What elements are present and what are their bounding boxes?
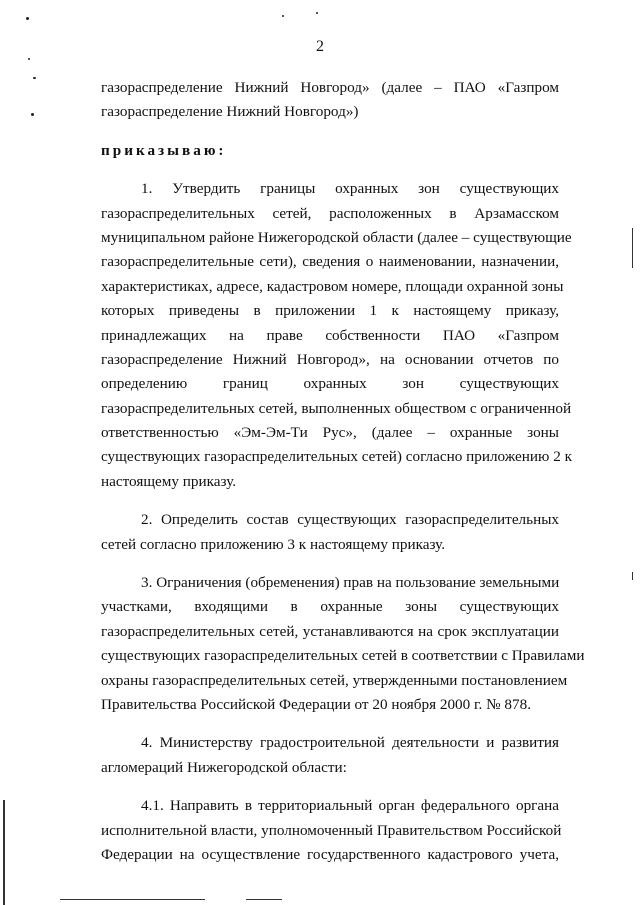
text-line: газораспределение Нижний Новгород», на основании отчетов по bbox=[101, 350, 559, 368]
text-line: агломераций Нижегородской области: bbox=[101, 758, 347, 776]
scan-edge-line bbox=[632, 228, 633, 268]
heading-paragraph bbox=[101, 139, 559, 163]
text-line: газораспределительных сетей, расположенных в Арзамасском bbox=[101, 204, 559, 222]
scan-edge-line bbox=[632, 572, 633, 580]
scan-speck bbox=[33, 77, 36, 79]
scan-speck bbox=[31, 113, 34, 116]
scan-speck bbox=[316, 12, 318, 14]
text-line: принадлежащих на праве собственности ПАО «Газпром bbox=[101, 326, 559, 344]
text-line: исполнительной власти, уполномоченный Правительством Российской bbox=[101, 821, 562, 839]
paragraph bbox=[101, 731, 559, 780]
text-line: настоящему приказу. bbox=[101, 472, 237, 490]
text-line: газораспределение Нижний Новгород» (далее – ПАО «Газпром bbox=[101, 79, 559, 96]
page-number: 2 bbox=[316, 38, 324, 55]
text-line: 3. Ограничения (обременения) прав на пользование земельными bbox=[141, 574, 560, 592]
text-line: газораспределение Нижний Новгород») bbox=[101, 103, 359, 121]
text-line: газораспределительные сети), сведения о наименовании, назначении, bbox=[101, 253, 559, 271]
text-line: ответственностью «Эм-Эм-Ти Рус», (далее – охранные зоны bbox=[101, 424, 559, 442]
scan-speck bbox=[26, 17, 29, 20]
scan-edge-line bbox=[246, 899, 282, 900]
text-line: существующих газораспределительных сетей) согласно приложению 2 к bbox=[101, 448, 572, 466]
text-line: муниципальном районе Нижегородской области (далее – существующие bbox=[101, 228, 572, 246]
text-line: охраны газораспределительных сетей, утвержденными постановлением bbox=[101, 671, 568, 689]
scan-edge-line bbox=[60, 899, 205, 900]
scan-speck bbox=[28, 58, 30, 60]
text-line: сетей согласно приложению 3 к настоящему приказу. bbox=[101, 535, 446, 553]
text-line: определению границ охранных зон существующих bbox=[101, 375, 559, 393]
text-line: 4. Министерству градостроительной деятельности и развития bbox=[141, 734, 559, 752]
paragraph bbox=[101, 76, 559, 125]
text-line: которых приведены в приложении 1 к настоящему приказу, bbox=[101, 302, 559, 320]
document-body bbox=[101, 76, 585, 867]
text-line: характеристиках, адресе, кадастровом номере, площади охранной зоны bbox=[101, 277, 564, 295]
text-line: Правительства Российской Федерации от 20 ноября 2000 г. № 878. bbox=[101, 695, 532, 713]
paragraph bbox=[101, 794, 562, 867]
paragraph bbox=[101, 571, 585, 717]
text-line: Федерации на осуществление государственного кадастрового учета, bbox=[101, 845, 559, 863]
scan-speck bbox=[282, 15, 284, 17]
paragraph bbox=[101, 177, 572, 494]
text-line: газораспределительных сетей, устанавливаются на срок эксплуатации bbox=[101, 622, 559, 640]
text-line: 2. Определить состав существующих газораспределительных bbox=[141, 511, 559, 529]
text-line: газораспределительных сетей, выполненных обществом с ограниченной bbox=[101, 399, 572, 417]
text-line: 4.1. Направить в территориальный орган федерального органа bbox=[141, 797, 559, 815]
text-line: участками, входящими в охранные зоны существующих bbox=[101, 598, 559, 616]
paragraph bbox=[101, 508, 559, 557]
scan-edge-line bbox=[3, 800, 5, 905]
text-line: приказываю: bbox=[101, 141, 227, 159]
text-line: 1. Утвердить границы охранных зон существующих bbox=[141, 180, 559, 198]
text-line: существующих газораспределительных сетей в соответствии с Правилами bbox=[101, 647, 585, 665]
